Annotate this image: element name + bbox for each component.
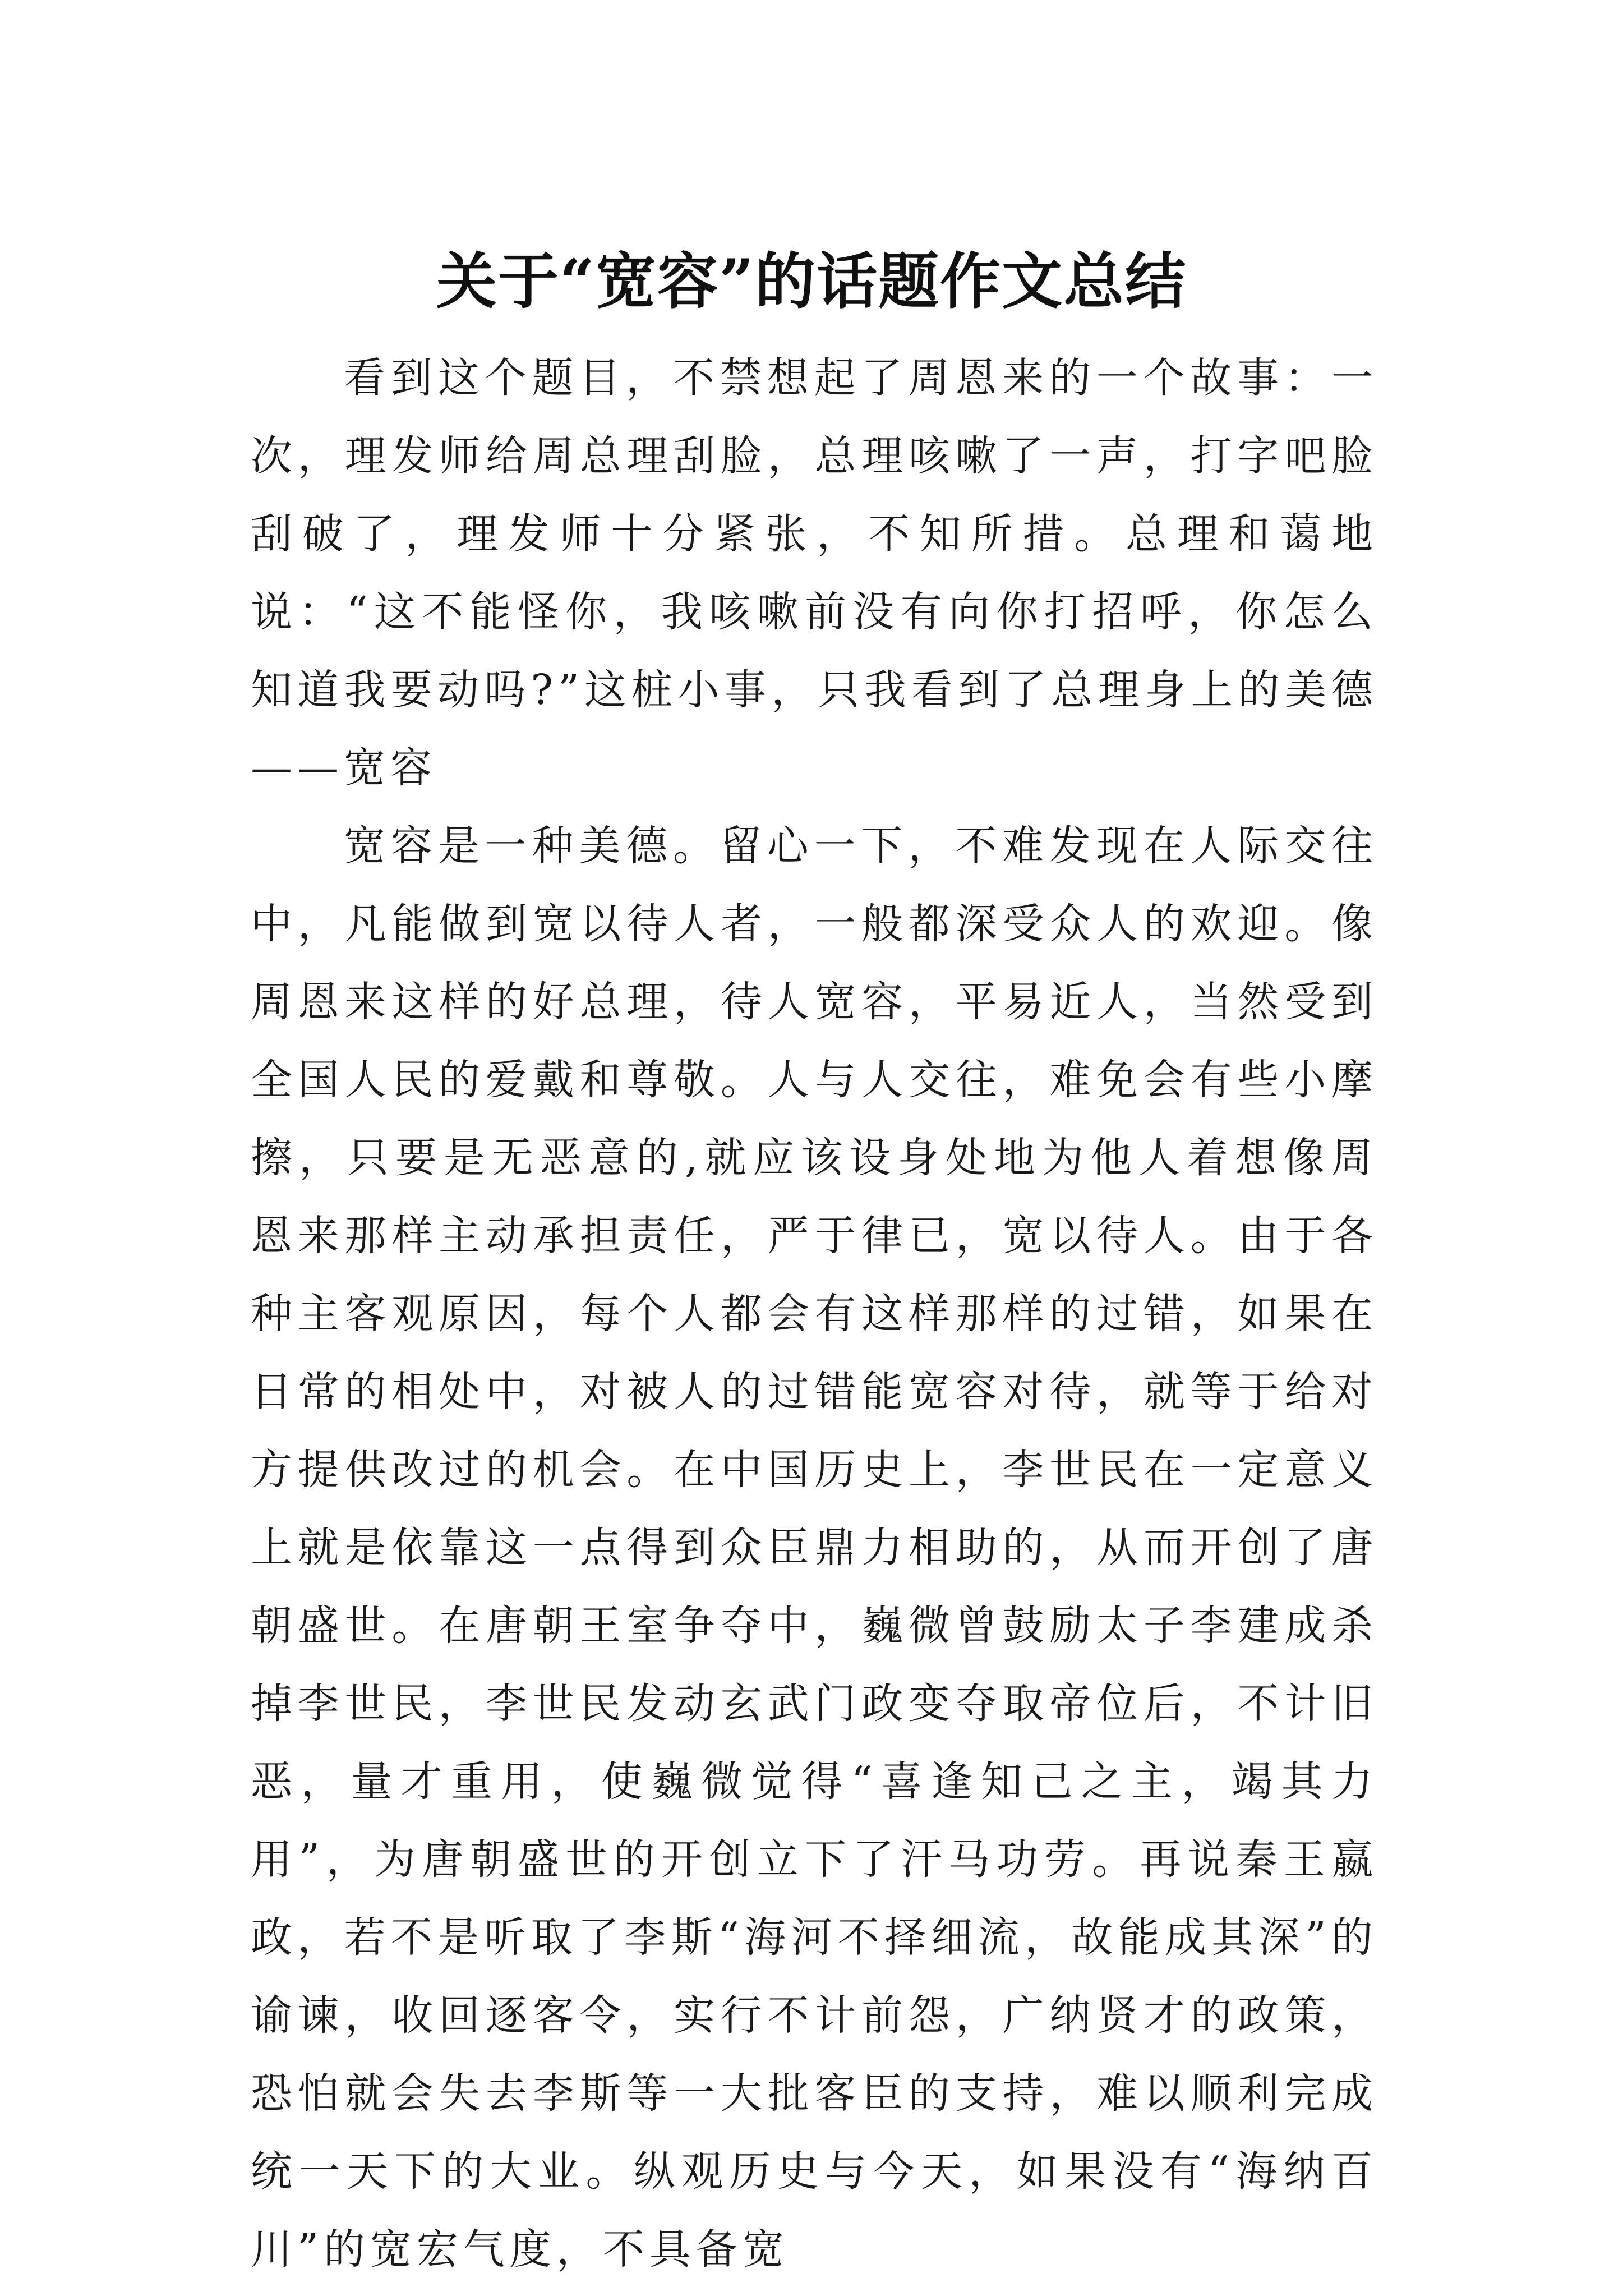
document-title: 关于“宽容”的话题作文总结 [436, 246, 1187, 318]
document-body [251, 339, 1378, 2289]
paragraph-1: 看到这个题目，不禁想起了周恩来的一个故事：一次，理发师给周总理刮脸，总理咳嗽了一声，打字吧脸刮破了，理发师十分紧张，不知所措。总理和蔼地说：“这不能怪你，我咳嗽前没有向你打招呼，你怎么知道我要动吗?”这桩小事，只我看到了总理身上的美德——宽容 [251, 354, 1378, 792]
paragraph-2: 宽容是一种美德。留心一下，不难发现在人际交往中，凡能做到宽以待人者，一般都深受众人的欢迎。像周恩来这样的好总理，待人宽容，平易近人，当然受到全国人民的爱戴和尊敬。人与人交往，难免会有些小摩擦，只要是无恶意的,就应该设身处地为他人着想像周恩来那样主动承担责任，严于律已，宽以待人。由于各种主客观原因，每个人都会有这样那样的过错，如果在日常的相处中，对被人的过错能宽容对待，就等于给对方提供改过的机会。在中国历史上，李世民在一定意义上就是依靠这一点得到众臣鼎力相助的，从而开创了唐朝盛世。在唐朝王室争夺中，巍微曾鼓励太子李建成杀掉李世民，李世民发动玄武门政变夺取帝位后，不计旧恶，量才重用，使巍微觉得“喜逢知己之主，竭其力用”，为唐朝盛世的开创立下了汗马功劳。再说秦王嬴政，若不是听取了李斯“海河不择细流，故能成其深”的谕谏，收回逐客令，实行不计前怨，广纳贤才的政策，恐怕就会失去李斯等一大批客臣的支持，难以顺利完成统一天下的大业。纵观历史与今天，如果没有“海纳百川”的宽宏气度，不具备宽 [251, 822, 1378, 2274]
